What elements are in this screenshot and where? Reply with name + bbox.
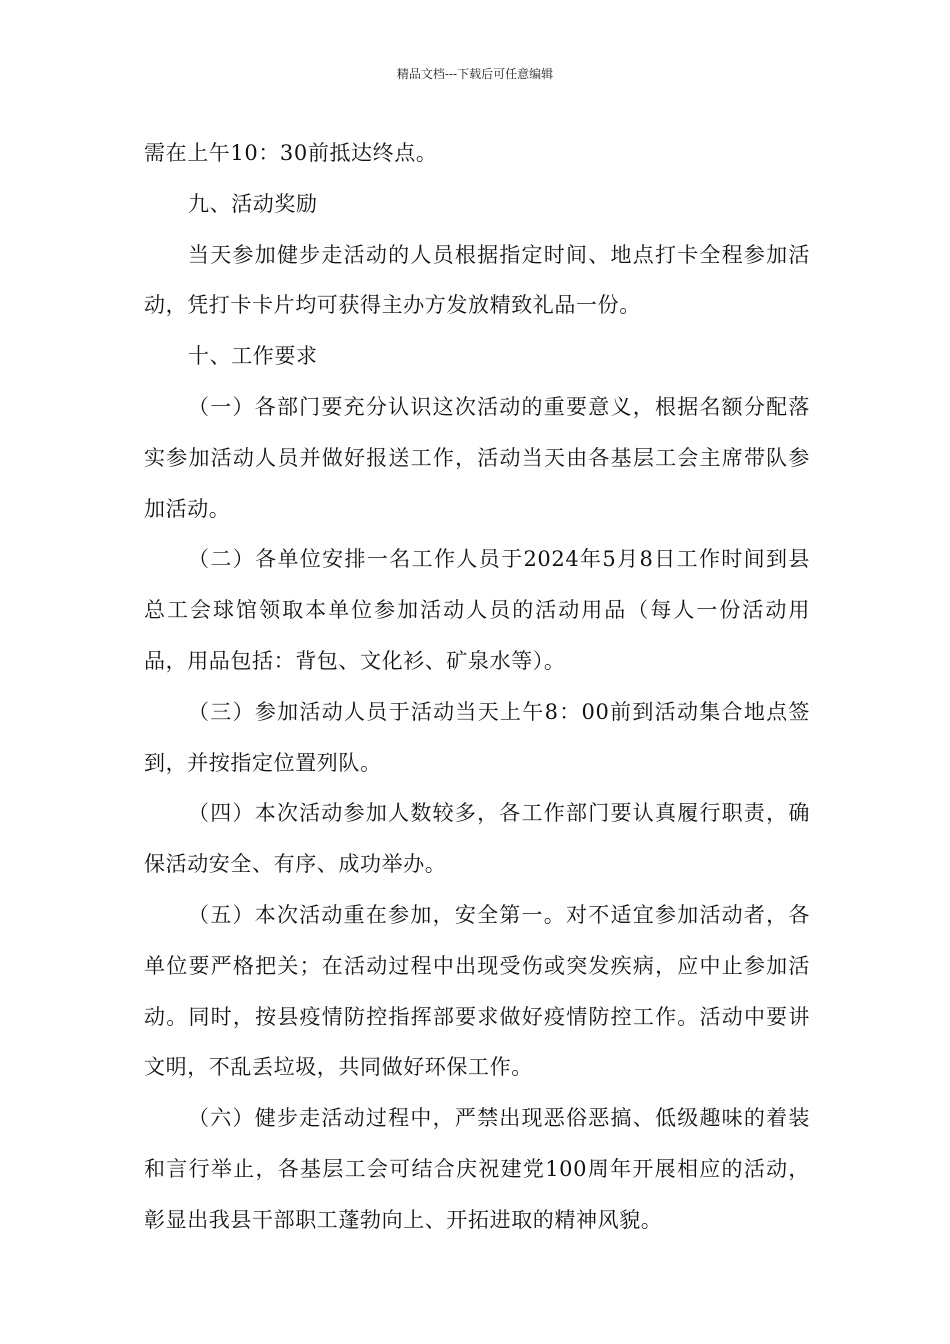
- requirement-item-1: （一）各部门要充分认识这次活动的重要意义，根据名额分配落实参加活动人员并做好报送工作，活动当天由各基层工会主席带队参加活动。: [144, 394, 810, 521]
- section-heading-rewards: 九、活动奖励: [188, 191, 318, 216]
- paragraph-rewards: 当天参加健步走活动的人员根据指定时间、地点打卡全程参加活动，凭打卡卡片均可获得主办方发放精致礼品一份。: [144, 242, 810, 318]
- paragraph-continuation: 需在上午10：30前抵达终点。: [144, 141, 438, 165]
- requirement-item-4: （四）本次活动参加人数较多，各工作部门要认真履行职责，确保活动安全、有序、成功举办。: [144, 801, 810, 877]
- page-header: 精品文档---下载后可任意编辑: [396, 67, 554, 81]
- document-body: [144, 128, 810, 1246]
- requirement-item-3: （三）参加活动人员于活动当天上午8：00前到活动集合地点签到，并按指定位置列队。: [144, 699, 810, 775]
- requirement-item-5: （五）本次活动重在参加，安全第一。对不适宜参加活动者，各单位要严格把关；在活动过程中出现受伤或突发疾病，应中止参加活动。同时，按县疫情防控指挥部要求做好疫情防控工作。活动中要讲文明，不乱丢垃圾，共同做好环保工作。: [144, 902, 810, 1080]
- section-heading-requirements: 十、工作要求: [188, 344, 318, 369]
- requirement-item-6: （六）健步走活动过程中，严禁出现恶俗恶搞、低级趣味的着装和言行举止，各基层工会可结合庆祝建党100周年开展相应的活动，彰显出我县干部职工蓬勃向上、开拓进取的精神风貌。: [144, 1106, 810, 1232]
- requirement-item-2: （二）各单位安排一名工作人员于2024年5月8日工作时间到县总工会球馆领取本单位参加活动人员的活动用品（每人一份活动用品，用品包括：背包、文化衫、矿泉水等）。: [144, 547, 810, 673]
